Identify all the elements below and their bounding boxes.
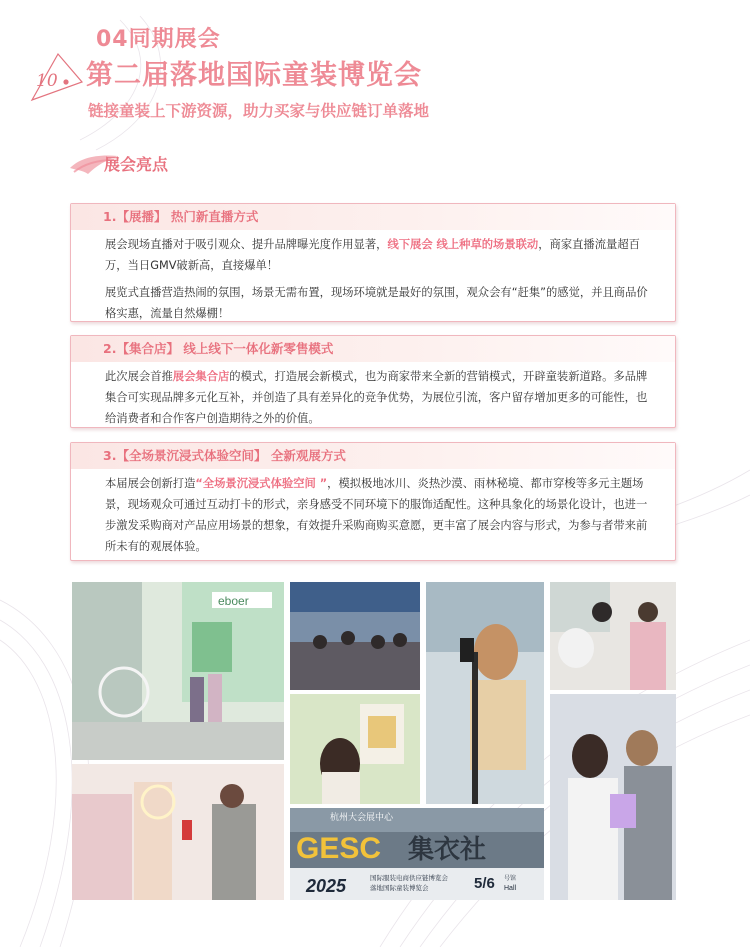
text: 本届展会创新打造 bbox=[105, 477, 196, 490]
text: 展会现场直播对于吸引观众、提升品牌曝光度作用显著， bbox=[105, 238, 388, 251]
gesc-hall-en-text: Hall bbox=[504, 885, 517, 892]
card-number: 2. bbox=[103, 341, 117, 356]
card-paragraph bbox=[105, 366, 657, 429]
text: 此次展会首推 bbox=[105, 370, 173, 383]
booth-brand-text: eboer bbox=[218, 594, 249, 608]
gesc-line1-text: 国际服装电商供应链博览会 bbox=[370, 875, 448, 882]
card-heading: 全新观展方式 bbox=[270, 448, 346, 463]
text: 的模式，打造展会新模式，也为商家带来全新的营销模式，开辟童装新道路。多品牌集合可实现品牌多元化互补，并创造了具有差异化的竞争优势，为展位引流，客户留存增加更多的可能性，也给消费者和合作客户创造期待之外的价值。 bbox=[105, 370, 648, 425]
photo-buyers-tablet bbox=[550, 694, 676, 900]
card-paragraph bbox=[105, 234, 657, 276]
card-body bbox=[71, 230, 675, 330]
page-title: 第二届落地国际童装博览会 bbox=[86, 60, 422, 91]
page-subtitle: 链接童装上下游资源，助力买家与供应链订单落地 bbox=[88, 102, 430, 120]
photo-livestream-rack bbox=[72, 764, 284, 900]
photo-immersive-scene bbox=[290, 694, 420, 804]
card-tag: 【展播】 bbox=[116, 209, 167, 224]
highlight-card-immersive bbox=[70, 442, 676, 561]
photo-gesc-sign bbox=[290, 808, 544, 900]
text: ，商家直播流量超百万，当日GMV破新高，直接爆单！ bbox=[105, 238, 640, 272]
expo-10-logo-icon bbox=[28, 52, 84, 110]
highlight-text: 线下展会 线上种草的场景联动 bbox=[387, 238, 539, 251]
highlight-text: “全场景沉浸式体验空间 ” bbox=[195, 477, 328, 490]
photo-crowd-hall bbox=[290, 582, 420, 690]
card-number: 1. bbox=[103, 209, 117, 224]
gesc-year-text: 2025 bbox=[306, 876, 347, 896]
card-number: 3. bbox=[103, 448, 117, 463]
card-header bbox=[71, 204, 675, 230]
gesc-line2-text: 落地国际童装博览会 bbox=[370, 885, 429, 892]
highlight-text: 展会集合店 bbox=[172, 370, 230, 383]
card-paragraph bbox=[105, 473, 657, 557]
highlight-card-store bbox=[70, 335, 676, 428]
card-tag: 【集合店】 bbox=[116, 341, 179, 356]
card-header bbox=[71, 443, 675, 469]
card-body bbox=[71, 469, 675, 563]
section-number: 04同期展会 bbox=[96, 27, 221, 52]
highlights-title: 展会亮点 bbox=[104, 155, 169, 174]
card-heading: 热门新直播方式 bbox=[170, 209, 259, 224]
photo-booth-green bbox=[72, 582, 284, 760]
highlight-card-live bbox=[70, 203, 676, 322]
gesc-logo-text: GESC bbox=[296, 832, 382, 865]
logo-text: 10 bbox=[36, 71, 58, 91]
gesc-chinese-text: 集衣社 bbox=[408, 834, 487, 864]
gesc-hall-cn-text: 号馆 bbox=[504, 876, 517, 882]
card-tag: 【全场景沉浸式体验空间】 bbox=[116, 448, 267, 463]
card-body bbox=[71, 362, 675, 435]
venue-name-text: 杭州大会展中心 bbox=[330, 812, 394, 822]
card-paragraph: 展览式直播营造热闹的氛围，场景无需布置，现场环境就是最好的氛围，观众会有“赶集”的感觉，并且商品价格实惠，流量自然爆棚！ bbox=[105, 286, 648, 320]
card-header bbox=[71, 336, 675, 362]
card-heading: 线上线下一体化新零售模式 bbox=[183, 341, 334, 356]
gesc-hall-text: 5/6 bbox=[474, 875, 495, 892]
text: ，模拟极地冰川、炎热沙漠、雨林秘境、都市穿梭等多元主题场景，现场观众可通过互动打卡的形式，亲身感受不同环境下的服饰适配性。这种具象化的场景化设计，也进一步激发采购商对产品应用场景的想象，有效提升采购商购买意愿，更丰富了展会内容与形式，为参与者带来前所未有的观展体验。 bbox=[105, 477, 648, 553]
photo-robot-booth bbox=[550, 582, 676, 690]
photo-host-selfie bbox=[426, 582, 544, 804]
